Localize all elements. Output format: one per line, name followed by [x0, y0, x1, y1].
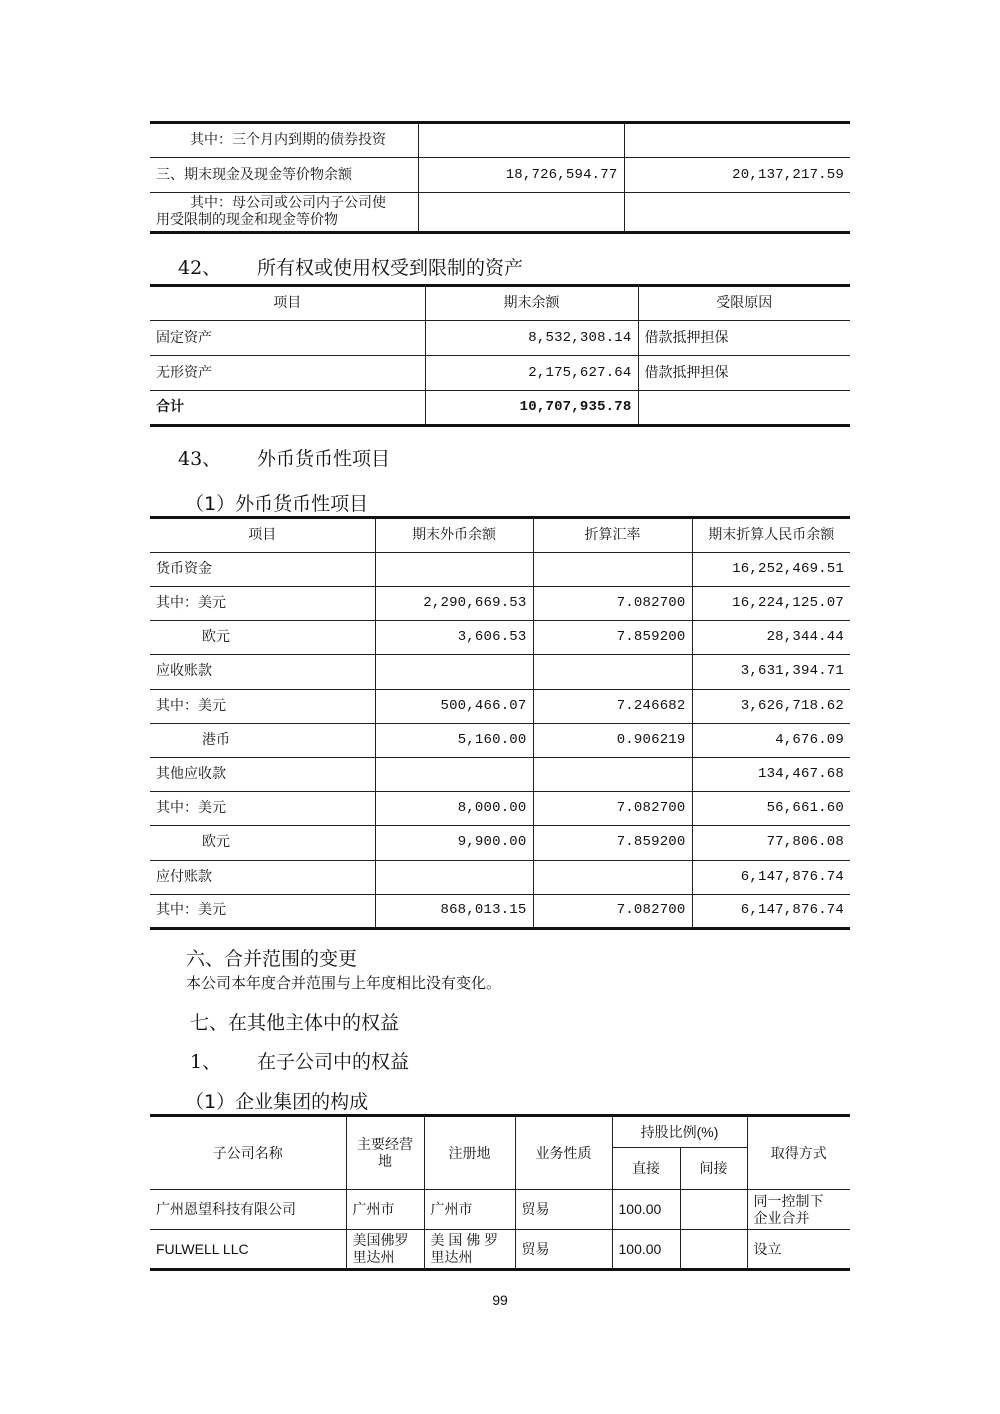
header-registered-place: 注册地: [424, 1116, 515, 1190]
rmb-balance-cell: 3,631,394.71: [692, 655, 850, 689]
table-row: [150, 123, 850, 158]
item-cell: 其中：美元: [150, 894, 375, 928]
table-total-row: [150, 391, 850, 426]
row-value-current: [418, 193, 624, 233]
row-value-prior: [624, 193, 850, 233]
exchange-rate-cell: 7.082700: [533, 587, 692, 621]
row-value-current: [418, 123, 624, 158]
rmb-balance-cell: 28,344.44: [692, 621, 850, 655]
foreign-currency-table-body: [150, 553, 850, 929]
section-43-subtitle: （1）外币货币性项目: [185, 493, 369, 515]
header-amount: 期末余额: [425, 286, 638, 321]
exchange-rate-cell: 7.859200: [533, 826, 692, 860]
header-acquisition-method: 取得方式: [747, 1116, 850, 1190]
share-indirect: [680, 1230, 747, 1270]
row-value-prior: [624, 123, 850, 158]
header-direct: 直接: [612, 1148, 680, 1190]
header-business-nature: 业务性质: [515, 1116, 612, 1190]
row-label: [150, 193, 418, 233]
amount-cell: 2,175,627.64: [425, 356, 638, 391]
registered-place: 广州市: [424, 1190, 515, 1230]
section-42-number: 42、: [178, 257, 222, 279]
exchange-rate-cell: [533, 655, 692, 689]
item-cell: 无形资产: [150, 356, 425, 391]
exchange-rate-cell: [533, 757, 692, 791]
item-cell: 其中：美元: [150, 587, 375, 621]
foreign-balance-cell: 3,606.53: [375, 621, 533, 655]
table-row: [150, 757, 850, 791]
subsidiary-name: FULWELL LLC: [150, 1230, 346, 1270]
section-43-number: 43、: [178, 448, 222, 470]
table-row: [150, 1190, 850, 1230]
header-main-place: 主要经营地: [346, 1116, 424, 1190]
total-amount: 10,707,935.78: [425, 391, 638, 426]
table-row: [150, 1230, 850, 1270]
row-value-prior: 20,137,217.59: [624, 158, 850, 193]
table-row: [150, 356, 850, 391]
section-42-title: 所有权或使用权受到限制的资产: [257, 257, 524, 279]
header-foreign-balance: 期末外币余额: [375, 518, 533, 553]
table-row: [150, 321, 850, 356]
section-6-title: 六、合并范围的变更: [186, 948, 358, 970]
restricted-assets-table: [150, 284, 850, 427]
item-cell: 应收账款: [150, 655, 375, 689]
item-cell: 欧元: [150, 621, 375, 655]
acquisition-line2: 企业合并: [753, 1209, 810, 1226]
header-reason: 受限原因: [638, 286, 850, 321]
foreign-balance-cell: 2,290,669.53: [375, 587, 533, 621]
rmb-balance-cell: 16,224,125.07: [692, 587, 850, 621]
exchange-rate-cell: 7.246682: [533, 689, 692, 723]
business-nature: 贸易: [515, 1230, 612, 1270]
foreign-balance-cell: [375, 655, 533, 689]
foreign-balance-cell: [375, 553, 533, 587]
foreign-balance-cell: 5,160.00: [375, 723, 533, 757]
item-cell: 港币: [150, 723, 375, 757]
section-7-title: 七、在其他主体中的权益: [190, 1012, 400, 1034]
rmb-balance-cell: 6,147,876.74: [692, 894, 850, 928]
table-row: [150, 860, 850, 894]
foreign-currency-table: [150, 516, 850, 930]
table-row: [150, 621, 850, 655]
section-7-1-number: 1、: [190, 1051, 222, 1073]
acquisition-method: [747, 1190, 850, 1230]
foreign-balance-cell: 8,000.00: [375, 792, 533, 826]
table-header-row: [150, 1116, 850, 1148]
row-label-line2: 用受限制的现金和现金等价物: [156, 212, 338, 228]
foreign-balance-cell: [375, 757, 533, 791]
table-row: [150, 193, 850, 233]
amount-cell: 8,532,308.14: [425, 321, 638, 356]
header-subsidiary-name: 子公司名称: [150, 1116, 346, 1190]
foreign-balance-cell: [375, 860, 533, 894]
header-exchange-rate: 折算汇率: [533, 518, 692, 553]
rmb-balance-cell: 4,676.09: [692, 723, 850, 757]
rmb-balance-cell: 3,626,718.62: [692, 689, 850, 723]
item-cell: 货币资金: [150, 553, 375, 587]
row-label: 三、期末现金及现金等价物余额: [150, 158, 418, 193]
item-cell: 欧元: [150, 826, 375, 860]
header-share-ratio: 持股比例(%): [612, 1116, 747, 1148]
share-direct: 100.00: [612, 1190, 680, 1230]
total-label: 合计: [150, 391, 425, 426]
section-43-title: 外币货币性项目: [257, 448, 391, 470]
foreign-balance-cell: 9,900.00: [375, 826, 533, 860]
exchange-rate-cell: 7.859200: [533, 621, 692, 655]
header-indirect: 间接: [680, 1148, 747, 1190]
main-place: [346, 1230, 424, 1270]
table-header-row: [150, 286, 850, 321]
table-row: [150, 158, 850, 193]
header-item: 项目: [150, 518, 375, 553]
exchange-rate-cell: 7.082700: [533, 894, 692, 928]
rmb-balance-cell: 77,806.08: [692, 826, 850, 860]
item-cell: 其中：美元: [150, 792, 375, 826]
exchange-rate-cell: 0.906219: [533, 723, 692, 757]
table-row: [150, 655, 850, 689]
table-row: [150, 826, 850, 860]
table-row: [150, 587, 850, 621]
table-row: [150, 553, 850, 587]
row-label-line1: 其中：母公司或公司内子公司使: [190, 195, 386, 211]
exchange-rate-cell: [533, 553, 692, 587]
reason-cell: 借款抵押担保: [638, 356, 850, 391]
registered-place: [424, 1230, 515, 1270]
reason-cell: 借款抵押担保: [638, 321, 850, 356]
subsidiaries-table: [150, 1114, 850, 1271]
exchange-rate-cell: 7.082700: [533, 792, 692, 826]
item-cell: 应付账款: [150, 860, 375, 894]
subsidiary-name: 广州恩望科技有限公司: [150, 1190, 346, 1230]
table-row: [150, 894, 850, 928]
registered-place-line2: 里达州: [430, 1249, 473, 1265]
item-cell: 其他应收款: [150, 757, 375, 791]
section-7-1-title: 在子公司中的权益: [257, 1051, 410, 1073]
main-place-line2: 里达州: [352, 1249, 395, 1265]
row-value-current: 18,726,594.77: [418, 158, 624, 193]
rmb-balance-cell: 6,147,876.74: [692, 860, 850, 894]
acquisition-method: 设立: [747, 1230, 850, 1270]
foreign-balance-cell: 500,466.07: [375, 689, 533, 723]
total-reason: [638, 391, 850, 426]
header-rmb-balance: 期末折算人民币余额: [692, 518, 850, 553]
main-place: 广州市: [346, 1190, 424, 1230]
page-number: 99: [492, 1292, 508, 1308]
exchange-rate-cell: [533, 860, 692, 894]
cash-equivalents-table: [150, 121, 850, 234]
rmb-balance-cell: 56,661.60: [692, 792, 850, 826]
table-row: [150, 792, 850, 826]
item-cell: 固定资产: [150, 321, 425, 356]
rmb-balance-cell: 16,252,469.51: [692, 553, 850, 587]
main-place-line1: 美国佛罗: [352, 1232, 409, 1248]
table-header-row: [150, 518, 850, 553]
business-nature: 贸易: [515, 1190, 612, 1230]
acquisition-line1: 同一控制下: [753, 1192, 824, 1209]
item-cell: 其中：美元: [150, 689, 375, 723]
section-7-1-1-title: （1）企业集团的构成: [185, 1091, 369, 1113]
header-item: 项目: [150, 286, 425, 321]
table-row: [150, 689, 850, 723]
share-direct: 100.00: [612, 1230, 680, 1270]
registered-place-line1: 美 国 佛 罗: [430, 1232, 499, 1248]
foreign-balance-cell: 868,013.15: [375, 894, 533, 928]
table-row: [150, 723, 850, 757]
row-label: 其中：三个月内到期的债券投资: [150, 123, 418, 158]
section-6-text: 本公司本年度合并范围与上年度相比没有变化。: [186, 974, 502, 992]
share-indirect: [680, 1190, 747, 1230]
rmb-balance-cell: 134,467.68: [692, 757, 850, 791]
